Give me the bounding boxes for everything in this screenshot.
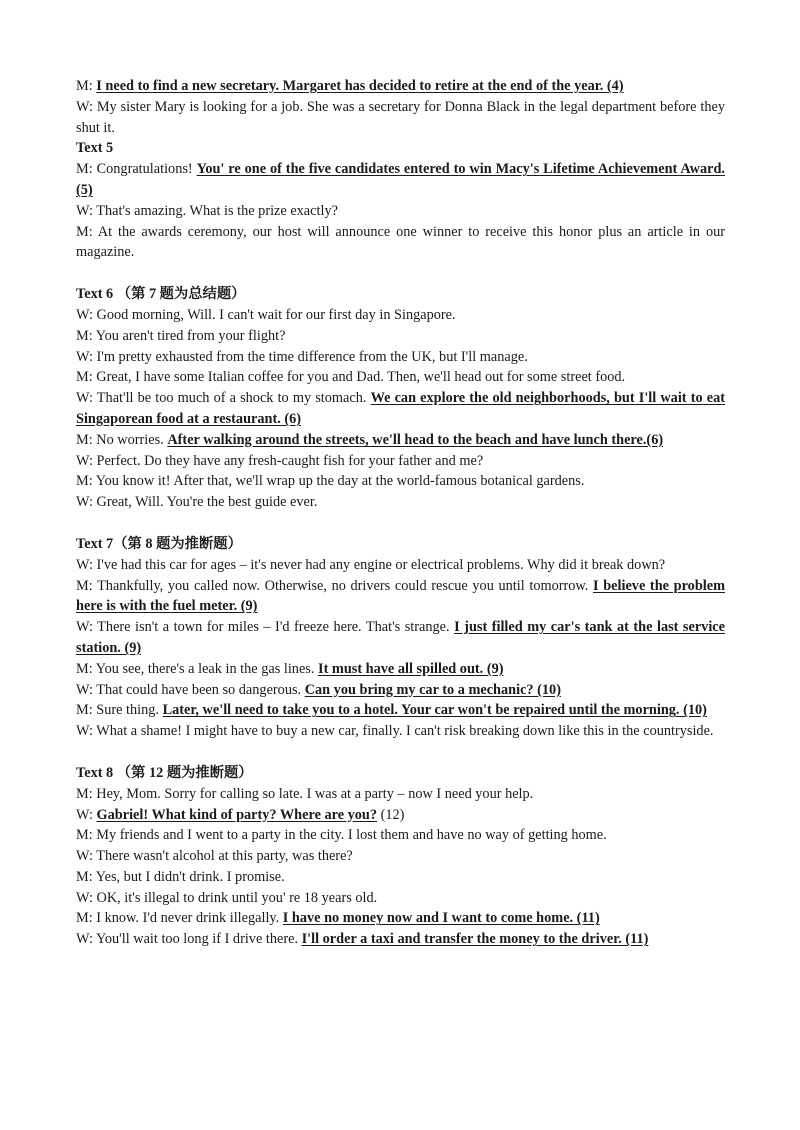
answer-highlight: We can explore the old neighborhoods, but I'll wait to eat Singaporean food at a restaurant. (6): [76, 390, 725, 427]
dialogue-line: [76, 929, 725, 950]
dialogue-line: [76, 388, 725, 430]
line-text: W: That'll be too much of a shock to my stomach.: [76, 390, 371, 407]
dialogue-line: [76, 867, 725, 888]
dialogue-line: [76, 700, 725, 721]
heading-text: Text 7: [76, 535, 114, 552]
section-gap: [76, 513, 725, 534]
heading-text: Text 8: [76, 764, 117, 781]
dialogue-line: [76, 617, 725, 659]
dialogue-line: [76, 326, 725, 347]
dialogue-line: [76, 680, 725, 701]
dialogue-line: [76, 201, 725, 222]
line-text: M: My friends and I went to a party in the city. I lost them and have no way of getting home.: [76, 827, 607, 844]
heading-text: Text 6: [76, 286, 117, 303]
line-text: W: Good morning, Will. I can't wait for our first day in Singapore.: [76, 306, 456, 323]
section-gap: [76, 742, 725, 763]
dialogue-line: [76, 430, 725, 451]
dialogue-line: [76, 555, 725, 576]
dialogue-line: [76, 888, 725, 909]
section-heading: [76, 763, 725, 784]
dialogue-line: [76, 492, 725, 513]
line-text: (12): [377, 806, 405, 823]
line-text: M: Thankfully, you called now. Otherwise, no drivers could rescue you until tomorrow.: [76, 577, 594, 594]
section-heading: [76, 138, 725, 159]
answer-highlight: Gabriel! What kind of party? Where are you?: [96, 806, 378, 823]
line-text: W: That could have been so dangerous.: [76, 681, 305, 698]
line-text: W: I've had this car for ages – it's never had any engine or electrical problems. Why did it break down?: [76, 556, 666, 573]
heading-text: （第 7 题为总结题）: [116, 286, 246, 303]
line-text: M: You know it! After that, we'll wrap up the day at the world-famous botanical gardens.: [76, 473, 585, 490]
dialogue-line: [76, 347, 725, 368]
line-text: W: Great, Will. You're the best guide ever.: [76, 494, 318, 511]
dialogue-line: [76, 825, 725, 846]
line-text: W: Perfect. Do they have any fresh-caught fish for your father and me?: [76, 452, 484, 469]
line-text: W: That's amazing. What is the prize exactly?: [76, 202, 338, 219]
line-text: M:: [76, 78, 97, 94]
answer-highlight: I just filled my car's tank at the last service station. (9): [76, 619, 725, 656]
dialogue-line: [76, 805, 725, 826]
line-text: W: There wasn't alcohol at this party, was there?: [76, 848, 353, 865]
heading-text: （第 12 题为推断题）: [116, 764, 253, 781]
line-text: M: Congratulations!: [76, 161, 197, 178]
line-text: W:: [76, 806, 97, 823]
line-text: M: Great, I have some Italian coffee for you and Dad. Then, we'll head out for some street food.: [76, 369, 626, 386]
line-text: M: You see, there's a leak in the gas lines.: [76, 660, 319, 677]
dialogue-line: [76, 222, 725, 264]
line-text: W: There isn't a town for miles – I'd freeze here. That's strange.: [76, 619, 455, 636]
answer-highlight: I have no money now and I want to come home. (11): [282, 910, 600, 927]
section-gap: [76, 263, 725, 284]
dialogue-line: [76, 846, 725, 867]
line-text: M: I know. I'd never drink illegally.: [76, 910, 283, 927]
answer-highlight: After walking around the streets, we'll head to the beach and have lunch there.(6): [167, 431, 664, 448]
line-text: M: Hey, Mom. Sorry for calling so late. I was at a party – now I need your help.: [76, 785, 534, 802]
section-heading: [76, 534, 725, 555]
dialogue-line: [76, 784, 725, 805]
document-page: [76, 76, 725, 950]
answer-highlight: I believe the problem here is with the fuel meter. (9): [76, 577, 725, 615]
answer-highlight: Later, we'll need to take you to a hotel. Your car won't be repaired until the morning. (10): [162, 702, 707, 719]
line-text: W: My sister Mary is looking for a job. She was a secretary for Donna Black in the legal department before they shut it.: [76, 98, 725, 136]
dialogue-line: [76, 451, 725, 472]
answer-highlight: I need to find a new secretary. Margaret has decided to retire at the end of the year. (4): [96, 78, 624, 94]
dialogue-line: [76, 305, 725, 326]
dialogue-line: [76, 659, 725, 680]
line-text: W: I'm pretty exhausted from the time difference from the UK, but I'll manage.: [76, 348, 528, 365]
line-text: W: What a shame! I might have to buy a new car, finally. I can't risk breaking down like this in the countryside.: [76, 723, 714, 740]
answer-highlight: You' re one of the five candidates entered to win Macy's Lifetime Achievement Award.(5): [76, 161, 725, 198]
dialogue-line: [76, 97, 725, 139]
line-text: M: At the awards ceremony, our host will announce one winner to receive this honor plus an article in our magazine.: [76, 223, 725, 261]
line-text: W: You'll wait too long if I drive there.: [76, 931, 302, 948]
line-text: M: No worries.: [76, 431, 168, 448]
dialogue-line: [76, 576, 725, 618]
dialogue-line: [76, 471, 725, 492]
dialogue-line: [76, 721, 725, 742]
line-text: M: Sure thing.: [76, 702, 163, 719]
dialogue-line: [76, 76, 725, 97]
line-text: W: OK, it's illegal to drink until you' re 18 years old.: [76, 889, 378, 906]
answer-highlight: I'll order a taxi and transfer the money to the driver. (11): [301, 931, 649, 948]
line-text: M: You aren't tired from your flight?: [76, 327, 286, 344]
heading-text: （第 8 题为推断题）: [113, 535, 242, 552]
dialogue-line: [76, 367, 725, 388]
answer-highlight: It must have all spilled out. (9): [318, 660, 504, 677]
answer-highlight: Can you bring my car to a mechanic? (10): [304, 681, 561, 698]
dialogue-line: [76, 159, 725, 201]
line-text: M: Yes, but I didn't drink. I promise.: [76, 868, 285, 885]
heading-text: Text 5: [76, 140, 114, 157]
section-heading: [76, 284, 725, 305]
dialogue-line: [76, 908, 725, 929]
